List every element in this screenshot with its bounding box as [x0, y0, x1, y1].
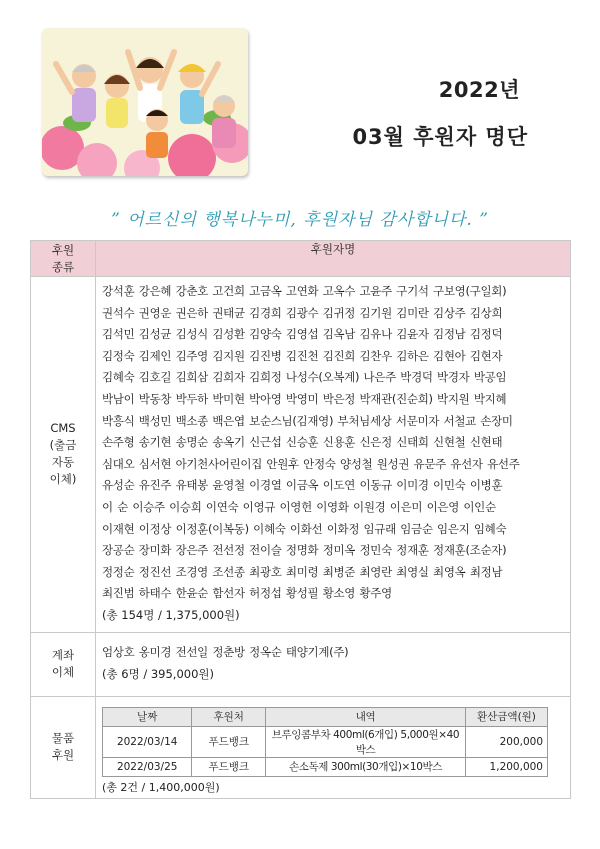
goods-sponsor: 푸드뱅크 — [192, 757, 266, 776]
cms-names — [96, 277, 571, 633]
donor-name-line: 정정순 정진선 조경영 조선종 최광호 최미령 최병준 최영란 최영실 최영옥 최정남 — [102, 564, 503, 579]
goods-header-row — [103, 707, 548, 726]
donor-name-line: 박흥식 백성민 백소종 백은엽 보순스님(김재영) 부처님세상 서문미자 서철교 손장미 — [102, 413, 513, 428]
goods-detail: 손소독제 300ml(30개입)×10박스 — [266, 757, 466, 776]
account-category-label: 계좌 이체 — [51, 648, 75, 680]
donor-table — [30, 240, 571, 799]
goods-row-2 — [103, 757, 548, 776]
donor-name-line: 장공순 장미화 장은주 전선정 전이슬 정명화 정미옥 정민숙 정재훈 정재훈(조순자) — [102, 543, 507, 558]
donor-name-line: 김석민 김성균 김성식 김성환 김양숙 김영섭 김옥남 김유나 김윤자 김정남 김정덕 — [102, 327, 503, 342]
account-total: (총 6명 / 395,000원) — [102, 666, 215, 681]
title-year: 2022년 — [438, 78, 520, 102]
goods-amount: 1,200,000 — [465, 757, 547, 776]
donor-name-line: 심대오 심서현 아기천사어린이집 안원후 안정숙 양성철 원성권 유문주 유선자 유선주 — [102, 456, 520, 471]
header-category — [31, 241, 96, 277]
goods-row — [31, 696, 571, 798]
table-header-row — [31, 241, 571, 277]
account-names — [96, 632, 571, 696]
donor-name-line: 이재현 이정상 이정훈(이복동) 이혜숙 이화선 이화정 임규래 임금순 임은지 임혜숙 — [102, 521, 507, 536]
goods-row-1 — [103, 726, 548, 757]
goods-total: (총 2건 / 1,400,000원) — [102, 780, 220, 794]
page-title: 03월 후원자 명단 — [352, 125, 528, 149]
account-label — [31, 632, 96, 696]
goods-header-sponsor: 후원처 — [192, 707, 266, 726]
goods-cell — [96, 696, 571, 798]
goods-date: 2022/03/14 — [103, 726, 192, 757]
goods-header-detail: 내역 — [266, 707, 466, 726]
goods-sponsor: 푸드뱅크 — [192, 726, 266, 757]
cms-row — [31, 277, 571, 633]
goods-category-label: 물품 후원 — [51, 731, 75, 763]
header-category-label: 후원 종류 — [51, 242, 75, 274]
header-names: 후원자명 — [96, 241, 571, 277]
goods-table — [102, 707, 548, 777]
title-block — [300, 74, 570, 151]
donor-name-line: 유성순 유진주 유태봉 윤영철 이경열 이금옥 이도연 이동규 이미경 이민숙 이병훈 — [102, 478, 503, 493]
cms-total: (총 154명 / 1,375,000원) — [102, 607, 240, 622]
donor-name-line: 박남이 박동창 박두하 박미현 박아영 박영미 박은정 박재관(진순희) 박지원 박지혜 — [102, 391, 507, 406]
donor-name-line: 엄상호 옹미경 전선일 정춘방 정옥순 태양기계(주) — [102, 644, 349, 659]
donor-name-line: 최진범 하태수 한윤순 함선자 허정섭 황성필 황소영 황주영 — [102, 586, 392, 601]
cms-label — [31, 277, 96, 633]
donor-name-line: 권석수 권영운 권은하 권태균 김경희 김광수 김귀정 김기원 김미란 김상주 김상희 — [102, 305, 503, 320]
goods-header-date: 날짜 — [103, 707, 192, 726]
goods-header-amount: 환산금액(원) — [465, 707, 547, 726]
donor-name-line: 김정숙 김제인 김주영 김지원 김진병 김진천 김진희 김찬우 김하은 김현아 김현자 — [102, 348, 503, 363]
donor-name-line: 손주형 송기현 송명순 송옥기 신근섭 신승훈 신용훈 신은정 신태희 신현철 신현태 — [102, 435, 503, 450]
goods-amount: 200,000 — [465, 726, 547, 757]
goods-label — [31, 696, 96, 798]
slogan: ” 어르신의 행복나누미, 후원자님 감사합니다. ” — [111, 210, 489, 230]
header-illustration — [42, 28, 248, 176]
goods-date: 2022/03/25 — [103, 757, 192, 776]
cheering-people-illustration — [42, 28, 248, 176]
donor-name-line: 김혜숙 김호길 김희삼 김희자 김희정 나성수(오복계) 나은주 박경덕 박경자 박공임 — [102, 370, 507, 385]
donor-name-line: 강석훈 강은혜 강춘호 고건희 고금옥 고연화 고옥수 고윤주 구기석 구보영(구일회) — [102, 284, 507, 298]
donor-name-line: 이 순 이승주 이승희 이연숙 이영규 이영헌 이영화 이원경 이은미 이은영 이인순 — [102, 499, 496, 514]
account-row — [31, 632, 571, 696]
cms-category-label: CMS (출금 자동 이체) — [49, 421, 77, 487]
goods-detail: 브루잉콤부차 400ml(6개입) 5,000원×40박스 — [266, 726, 466, 757]
